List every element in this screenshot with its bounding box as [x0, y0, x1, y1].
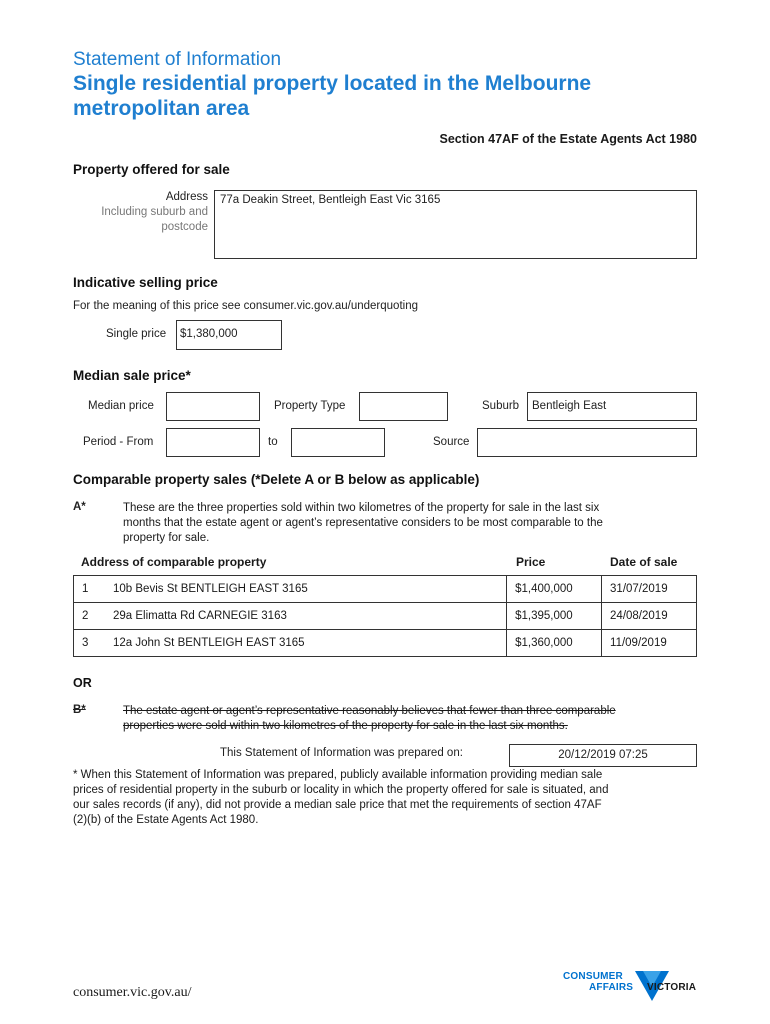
address-label: Address — [165, 191, 208, 203]
price-cell[interactable]: $1,400,000 — [507, 576, 602, 603]
address-cell[interactable] — [74, 603, 507, 630]
footnote-line: (2)(b) of the Estate Agents Act 1980. — [73, 814, 259, 826]
price-cell[interactable]: $1,360,000 — [507, 630, 602, 657]
suburb-value: Bentleigh East — [532, 400, 607, 412]
median-heading: Median sale price* — [73, 368, 191, 383]
single-price-label: Single price — [106, 328, 167, 340]
property-type-field[interactable] — [359, 392, 448, 421]
median-price-label: Median price — [88, 400, 154, 412]
address-cell[interactable] — [74, 630, 507, 657]
or-label: OR — [73, 676, 92, 690]
row-address: 10b Bevis St BENTLEIGH EAST 3165 — [113, 583, 308, 595]
table-row — [74, 630, 697, 657]
option-b-marker: B* — [73, 704, 86, 716]
suburb-field[interactable] — [527, 392, 697, 421]
option-a-text — [123, 501, 698, 546]
period-to-field[interactable] — [291, 428, 385, 457]
source-field[interactable] — [477, 428, 697, 457]
table-row — [74, 576, 697, 603]
row-number: 2 — [82, 610, 89, 622]
row-address: 12a John St BENTLEIGH EAST 3165 — [113, 637, 305, 649]
document-title: Single residential property located in the Melbourne metropolitan area — [73, 72, 592, 120]
option-a-marker: A* — [73, 501, 86, 513]
period-from-label: Period - From — [83, 436, 154, 448]
footnote — [73, 768, 698, 828]
row-address: 29a Elimatta Rd CARNEGIE 3163 — [113, 610, 287, 622]
option-a-line: property for sale. — [123, 532, 210, 544]
address-field[interactable] — [214, 190, 697, 259]
prepared-on-field[interactable] — [509, 744, 697, 767]
option-b-line: The estate agent or agent’s representative reasonably believes that fewer than three comparable — [123, 705, 616, 717]
property-heading: Property offered for sale — [73, 162, 230, 177]
col-header-address: Address of comparable property — [81, 555, 267, 569]
col-header-date: Date of sale — [610, 555, 678, 569]
row-number: 3 — [82, 637, 89, 649]
table-row — [74, 603, 697, 630]
footnote-line: our sales records (if any), did not provide a median sale price that met the requirements of section 47AF — [73, 799, 602, 811]
suburb-label: Suburb — [482, 400, 520, 412]
indicative-heading: Indicative selling price — [73, 275, 218, 290]
single-price-field[interactable] — [176, 320, 282, 350]
footnote-line: prices of residential property in the suburb or locality in which the property offered for sale is situated, and — [73, 784, 609, 796]
logo-text-consumer: CONSUMER — [563, 971, 623, 982]
comparable-heading: Comparable property sales (*Delete A or B below as applicable) — [73, 472, 480, 487]
comparable-sales-table — [73, 575, 697, 657]
median-price-field[interactable] — [166, 392, 260, 421]
footer-url[interactable]: consumer.vic.gov.au/ — [73, 985, 192, 1000]
option-b-text — [123, 704, 698, 734]
footnote-line: * When this Statement of Information was prepared, publicly available information providing median sale — [73, 769, 603, 781]
prepared-on-value: 20/12/2019 07:25 — [558, 749, 648, 761]
act-reference: Section 47AF of the Estate Agents Act 1980 — [439, 132, 697, 146]
single-price-value: $1,380,000 — [180, 328, 238, 340]
price-cell[interactable]: $1,395,000 — [507, 603, 602, 630]
date-cell[interactable]: 11/09/2019 — [602, 630, 697, 657]
document-subtitle: Statement of Information — [73, 49, 282, 70]
prepared-on-label: This Statement of Information was prepared on: — [220, 747, 463, 759]
address-sublabel: Including suburb and — [101, 206, 208, 218]
date-cell[interactable]: 31/07/2019 — [602, 576, 697, 603]
row-number: 1 — [82, 583, 89, 595]
consumer-affairs-victoria-logo — [563, 970, 703, 1006]
option-a-line: These are the three properties sold within two kilometres of the property for sale in the last six — [123, 502, 600, 514]
address-value: 77a Deakin Street, Bentleigh East Vic 3165 — [220, 194, 441, 206]
address-sublabel-postcode: postcode — [161, 221, 208, 233]
logo-text-victoria: VICTORIA — [647, 982, 697, 993]
logo-text-affairs: AFFAIRS — [589, 982, 634, 993]
date-cell[interactable]: 24/08/2019 — [602, 603, 697, 630]
option-b-line: properties were sold within two kilometres of the property for sale in the last six months. — [123, 720, 568, 732]
option-a-line: months that the estate agent or agent’s representative considers to be most comparable to the — [123, 517, 603, 529]
period-from-field[interactable] — [166, 428, 260, 457]
source-label: Source — [433, 436, 470, 448]
property-type-label: Property Type — [274, 400, 346, 412]
col-header-price: Price — [516, 555, 546, 569]
underquoting-note: For the meaning of this price see consumer.vic.gov.au/underquoting — [73, 300, 418, 312]
period-to-label: to — [268, 436, 278, 448]
address-cell[interactable] — [74, 576, 507, 603]
